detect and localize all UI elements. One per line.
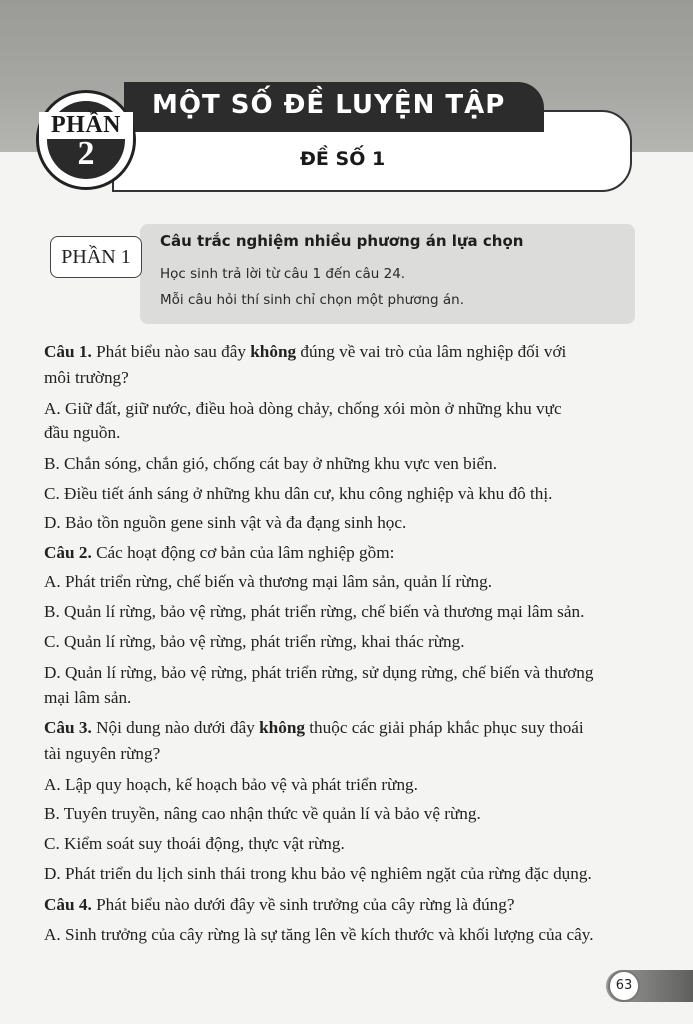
- question-2-option-b: B. Quản lí rừng, bảo vệ rừng, phát triển rừng, chế biến và thương mại lâm sản.: [44, 602, 585, 621]
- question-1-option-a: A. Giữ đất, giữ nước, điều hoà dòng chảy, chống xói mòn ở những khu vực: [44, 399, 562, 418]
- question-3-option-d: D. Phát triển du lịch sinh thái trong khu bảo vệ nghiêm ngặt của rừng đặc dụng.: [44, 864, 592, 883]
- question-1-option-c: C. Điều tiết ánh sáng ở những khu dân cư, khu công nghiệp và khu đô thị.: [44, 484, 553, 503]
- question-1-option-a-cont: đầu nguồn.: [44, 423, 121, 442]
- stem-emphasis: không: [259, 718, 305, 737]
- question-number: Câu 1.: [44, 342, 92, 361]
- question-number: Câu 2.: [44, 543, 92, 562]
- question-1-option-d: D. Bảo tồn nguồn gene sinh vật và đa đạng sinh học.: [44, 513, 407, 532]
- question-2-stem: [44, 541, 394, 565]
- page-number: 63: [608, 970, 640, 1002]
- question-2-option-d: D. Quản lí rừng, bảo vệ rừng, phát triển rừng, sử dụng rừng, chế biến và thương: [44, 663, 594, 682]
- question-number: Câu 3.: [44, 718, 92, 737]
- stem-text: đúng về vai trò của lâm nghiệp đối với: [296, 342, 567, 361]
- instruction-line-2: Mỗi câu hỏi thí sinh chỉ chọn một phương án.: [160, 292, 465, 308]
- stem-text: thuộc các giải pháp khắc phục suy thoái: [304, 718, 584, 737]
- page-title: MỘT SỐ ĐỀ LUYỆN TẬP: [152, 90, 506, 120]
- part-word: PHẦN: [39, 112, 133, 139]
- question-4-stem: [44, 893, 514, 917]
- stem-text: Các hoạt động cơ bản của lâm nghiệp gồm:: [91, 543, 395, 562]
- question-1-option-b: B. Chắn sóng, chắn gió, chống cát bay ở những khu vực ven biển.: [44, 454, 498, 473]
- question-3-stem: [44, 716, 584, 740]
- question-4-option-a: A. Sinh trưởng của cây rừng là sự tăng lên về kích thước và khối lượng của cây.: [44, 925, 594, 944]
- section-label: PHẦN 1: [50, 236, 142, 278]
- stem-emphasis: không: [250, 342, 297, 361]
- question-3-option-a: A. Lập quy hoạch, kế hoạch bảo vệ và phát triển rừng.: [44, 775, 418, 794]
- exam-subtitle: ĐỀ SỐ 1: [300, 148, 386, 170]
- question-3-option-b: B. Tuyên truyền, nâng cao nhận thức về quản lí và bảo vệ rừng.: [44, 804, 481, 823]
- question-1-stem: [44, 340, 566, 364]
- question-number: Câu 4.: [44, 895, 92, 914]
- stem-text: Phát biểu nào dưới đây về sinh trưởng của cây rừng là đúng?: [91, 895, 515, 914]
- question-3-option-c: C. Kiểm soát suy thoái động, thực vật rừng.: [44, 834, 345, 853]
- title-bar: [124, 82, 544, 132]
- instruction-line-1: Học sinh trả lời từ câu 1 đến câu 24.: [160, 266, 406, 282]
- part-number: 2: [77, 135, 95, 172]
- stem-text: Phát biểu nào sau đây: [91, 342, 251, 361]
- question-2-option-d-cont: mại lâm sản.: [44, 688, 132, 707]
- question-3-stem-cont: tài nguyên rừng?: [44, 744, 161, 763]
- stem-text: Nội dung nào dưới đây: [91, 718, 260, 737]
- question-2-option-c: C. Quản lí rừng, bảo vệ rừng, phát triển rừng, khai thác rừng.: [44, 632, 465, 651]
- part-badge: [36, 90, 136, 190]
- instruction-title: Câu trắc nghiệm nhiều phương án lựa chọn: [160, 232, 524, 250]
- question-1-stem-cont: môi trường?: [44, 368, 129, 387]
- question-2-option-a: A. Phát triển rừng, chế biến và thương mại lâm sản, quản lí rừng.: [44, 572, 493, 591]
